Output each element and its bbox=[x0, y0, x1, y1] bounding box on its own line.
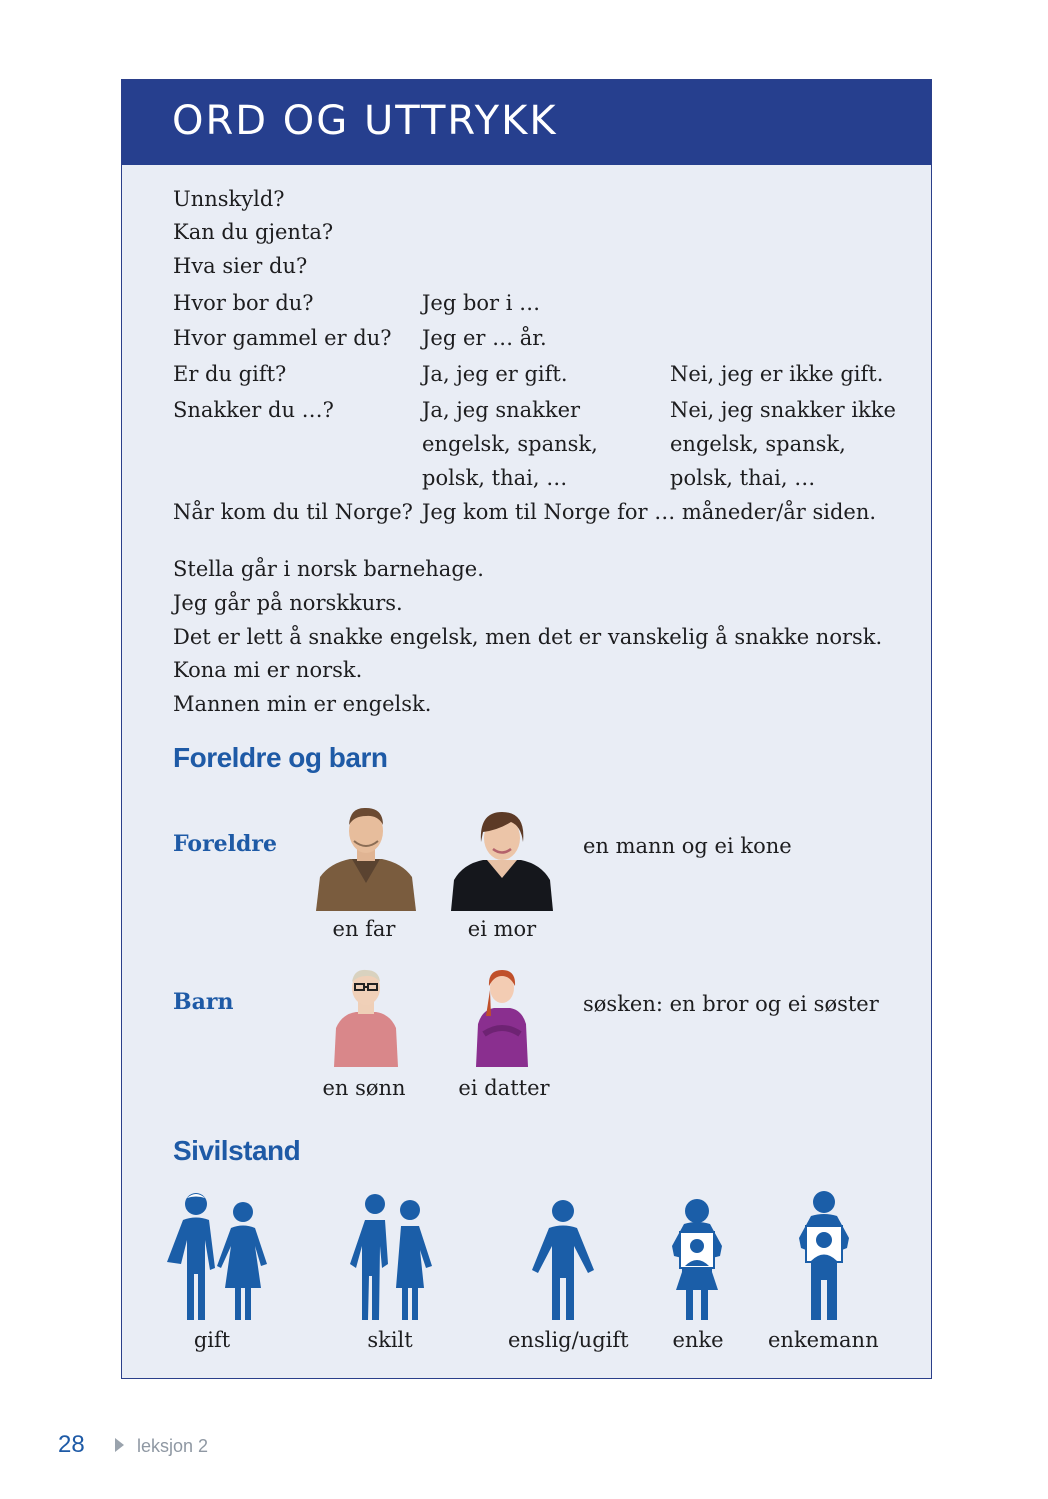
answer: Jeg er … år. bbox=[422, 326, 547, 350]
answer: Ja, jeg er gift. bbox=[422, 362, 568, 386]
section-heading-status: Sivilstand bbox=[173, 1135, 301, 1166]
mother-photo bbox=[451, 808, 553, 911]
answer: Jeg kom til Norge for … måneder/år siden. bbox=[422, 500, 877, 524]
phrase-line: Unnskyld? bbox=[173, 187, 285, 211]
father-photo bbox=[316, 805, 416, 911]
sentence: Mannen min er engelsk. bbox=[173, 692, 432, 716]
son-caption: en sønn bbox=[322, 1076, 406, 1100]
negative-answer: Nei, jeg er ikke gift. bbox=[670, 362, 884, 386]
status-caption-enkemann: enkemann bbox=[768, 1328, 879, 1352]
question: Hvor bor du? bbox=[173, 291, 314, 315]
phrase-line: Hva sier du? bbox=[173, 254, 308, 278]
answer: Ja, jeg snakker engelsk, spansk, polsk, thai, … bbox=[422, 398, 598, 490]
chapter-label: leksjon 2 bbox=[137, 1436, 209, 1456]
sentence: Det er lett å snakke engelsk, men det er vanskelig å snakke norsk. bbox=[173, 625, 883, 649]
status-caption-enslig: enslig/ugift bbox=[508, 1328, 629, 1352]
widower-icon bbox=[797, 1190, 851, 1322]
page-number: 28 bbox=[58, 1431, 85, 1458]
question: Er du gift? bbox=[173, 362, 287, 386]
phrase-line: Kan du gjenta? bbox=[173, 220, 334, 244]
status-caption-skilt: skilt bbox=[367, 1328, 413, 1352]
parents-description: en mann og ei kone bbox=[583, 834, 792, 858]
triangle-icon bbox=[115, 1438, 124, 1452]
question: Når kom du til Norge? bbox=[173, 500, 413, 524]
status-caption-enke: enke bbox=[672, 1328, 724, 1352]
parents-label: Foreldre bbox=[173, 831, 278, 857]
status-caption-gift: gift bbox=[193, 1328, 231, 1352]
sentence: Kona mi er norsk. bbox=[173, 658, 363, 682]
single-person-icon bbox=[530, 1198, 596, 1322]
box-header bbox=[122, 80, 931, 165]
married-couple-icon bbox=[163, 1190, 269, 1322]
answer: Jeg bor i … bbox=[422, 291, 541, 315]
section-heading-family: Foreldre og barn bbox=[173, 742, 388, 773]
widow-icon bbox=[670, 1198, 724, 1322]
children-label: Barn bbox=[173, 989, 234, 1015]
divorced-couple-icon bbox=[348, 1190, 434, 1322]
children-description: søsken: en bror og ei søster bbox=[583, 992, 879, 1016]
box-title: ORD OG UTTRYKK bbox=[172, 98, 558, 144]
mother-caption: ei mor bbox=[467, 917, 537, 941]
negative-answer: Nei, jeg snakker ikke engelsk, spansk, polsk, thai, … bbox=[670, 398, 896, 490]
daughter-caption: ei datter bbox=[458, 1076, 550, 1100]
son-photo bbox=[332, 966, 400, 1067]
sentence: Stella går i norsk barnehage. bbox=[173, 557, 484, 581]
question: Snakker du …? bbox=[173, 398, 334, 422]
question: Hvor gammel er du? bbox=[173, 326, 392, 350]
sentence: Jeg går på norskkurs. bbox=[173, 591, 403, 615]
father-caption: en far bbox=[332, 917, 396, 941]
daughter-photo bbox=[474, 964, 530, 1067]
